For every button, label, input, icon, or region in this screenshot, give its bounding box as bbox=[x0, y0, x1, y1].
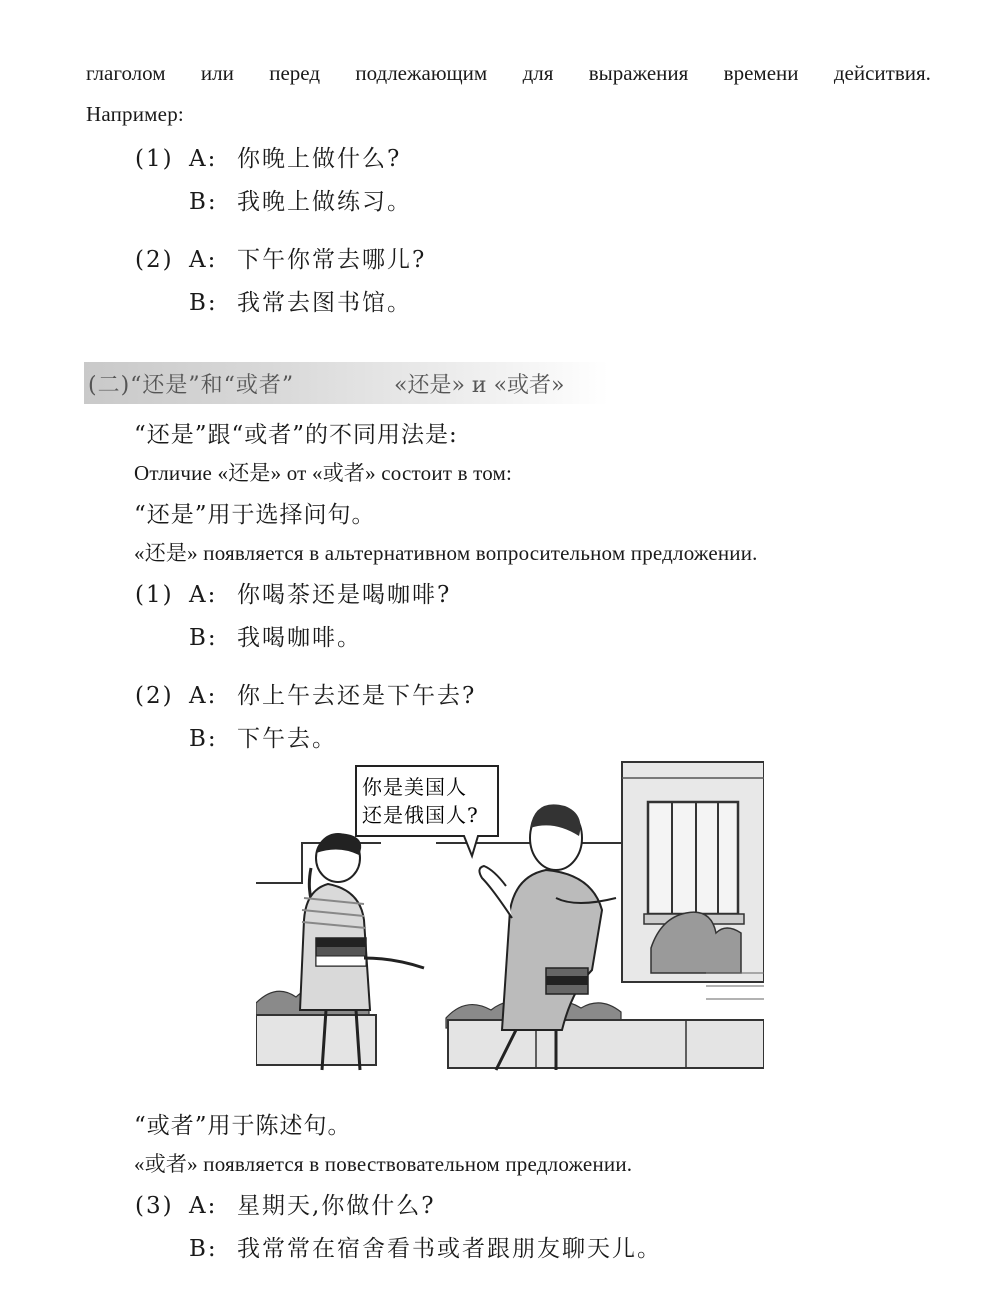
section-title-ru: «还是» и «或者» bbox=[394, 373, 565, 398]
speaker-a: A: bbox=[189, 247, 218, 273]
bubble-line-2: 还是俄国人? bbox=[362, 803, 479, 827]
example-text: 你晚上做什么? bbox=[237, 146, 402, 172]
intro-word: дейситвия. bbox=[833, 61, 931, 85]
example-1-a bbox=[135, 140, 401, 173]
speaker-b: B: bbox=[189, 726, 218, 752]
section-heading bbox=[84, 362, 609, 404]
example-text: 星期天,你做什么? bbox=[237, 1193, 436, 1219]
example-text: 我晚上做练习。 bbox=[237, 189, 412, 215]
example-text: 下午你常去哪儿? bbox=[237, 247, 427, 273]
example-number: (1) bbox=[135, 146, 174, 172]
speaker-b: B: bbox=[189, 290, 218, 316]
example-number: (2) bbox=[135, 683, 174, 709]
example-text: 我喝咖啡。 bbox=[237, 625, 362, 651]
intro-word: для bbox=[522, 61, 554, 85]
example-number: (1) bbox=[135, 582, 174, 608]
intro-line bbox=[86, 61, 931, 86]
intro-word: перед bbox=[269, 61, 321, 85]
example-2-a bbox=[135, 241, 426, 274]
speaker-b: B: bbox=[189, 625, 218, 651]
example-label: Например: bbox=[86, 102, 184, 126]
huozhe-rule-ru: «或者» появляется в повествовательном предложении. bbox=[134, 1152, 633, 1176]
example-1-b bbox=[189, 183, 412, 216]
bubble-line-1: 你是美国人 bbox=[362, 775, 467, 799]
intro-word: времени bbox=[723, 61, 799, 85]
example-text: 你喝茶还是喝咖啡? bbox=[237, 582, 452, 608]
speaker-a: A: bbox=[189, 582, 218, 608]
speaker-a: A: bbox=[189, 146, 218, 172]
example-number: (3) bbox=[135, 1193, 174, 1219]
example-s2-1-a bbox=[135, 576, 451, 609]
intro-word: выражения bbox=[588, 61, 689, 85]
example-s2-2-b bbox=[189, 720, 337, 753]
example-text: 你上午去还是下午去? bbox=[237, 683, 477, 709]
speaker-a: A: bbox=[189, 1193, 218, 1219]
example-text: 我常常在宿舍看书或者跟朋友聊天儿。 bbox=[237, 1236, 662, 1262]
example-s2-3-a bbox=[135, 1187, 436, 1220]
difference-ru: Отличие «还是» от «或者» состоит в том: bbox=[134, 461, 513, 485]
haishi-rule-ru: «还是» появляется в альтернативном вопросительном предложении. bbox=[134, 541, 758, 565]
example-text: 下午去。 bbox=[237, 726, 337, 752]
haishi-rule-zh: “还是”用于选择问句。 bbox=[134, 502, 376, 528]
speaker-b: B: bbox=[189, 1236, 218, 1262]
speaker-b: B: bbox=[189, 189, 218, 215]
example-2-b bbox=[189, 284, 412, 317]
example-text: 我常去图书馆。 bbox=[237, 290, 412, 316]
example-number: (2) bbox=[135, 247, 174, 273]
cartoon-illustration bbox=[256, 758, 764, 1076]
intro-word: подлежающим bbox=[355, 61, 488, 85]
intro-word: или bbox=[200, 61, 234, 85]
example-s2-2-a bbox=[135, 677, 476, 710]
example-s2-3-b bbox=[189, 1230, 662, 1263]
speaker-a: A: bbox=[189, 683, 218, 709]
example-s2-1-b bbox=[189, 619, 362, 652]
huozhe-rule-zh: “或者”用于陈述句。 bbox=[134, 1113, 352, 1139]
difference-zh: “还是”跟“或者”的不同用法是: bbox=[134, 422, 458, 448]
intro-word: глаголом bbox=[86, 61, 166, 85]
section-title-zh: (二)“还是”和“或者” bbox=[88, 373, 295, 398]
